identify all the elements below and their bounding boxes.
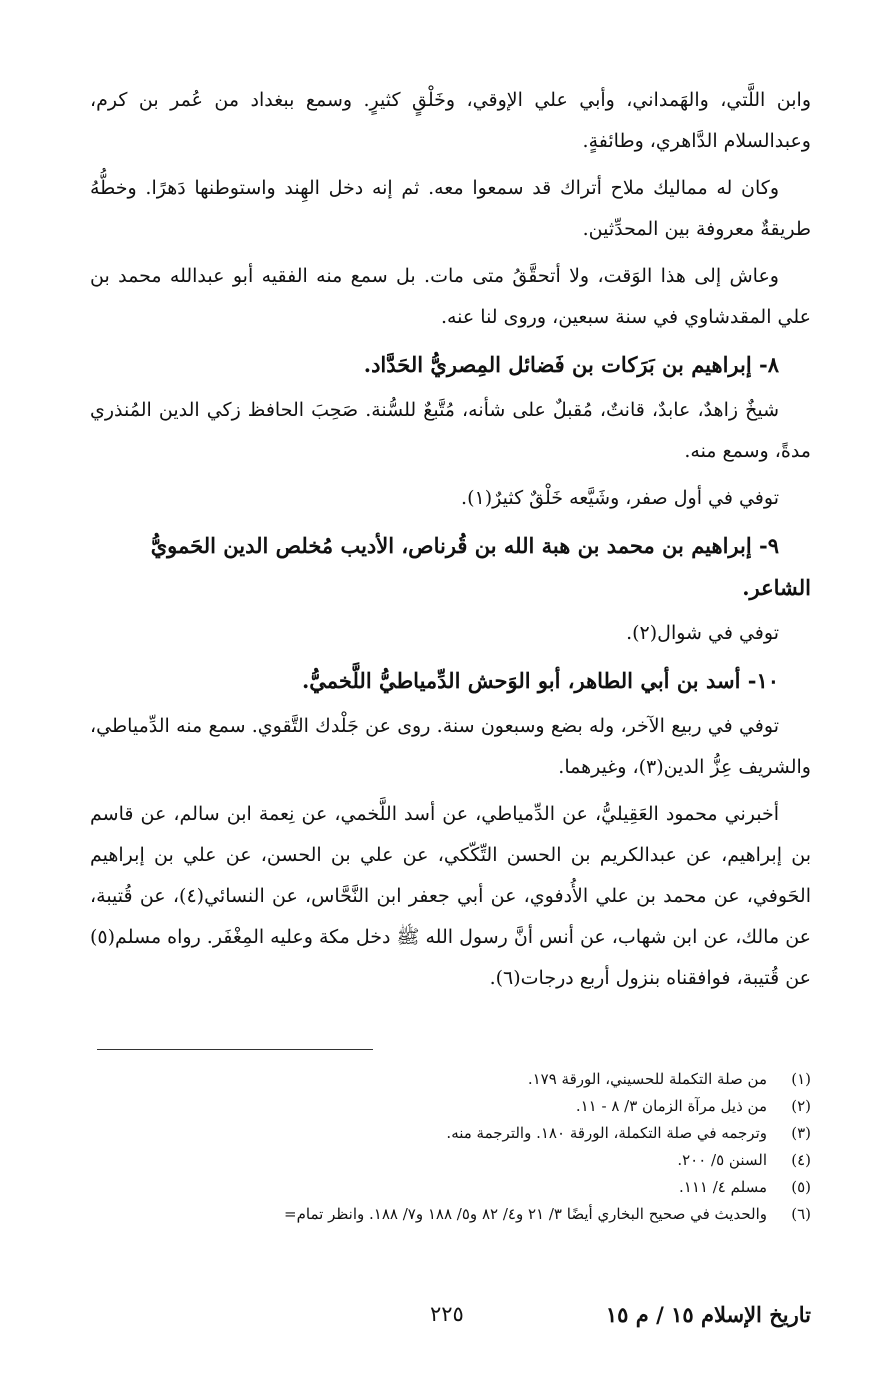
paragraph: أخبرني محمود العَقِيليُّ، عن الدِّمياطي، عن أسد اللَّخمي، عن نِعمة ابن سالم، عن قاسم بن إبراهيم، عن عبدالكريم بن الحسن التِّكّكي، عن علي بن الحسن، عن علي بن إبراهيم الحَوفي، عن محمد بن علي الأُدفوي، عن أبي جعفر ابن النَّحَّاس، عن النسائي(٤)، عن قُتيبة، عن مالك، عن ابن شهاب، عن أنس أنَّ رسول الله ﷺ دخل مكة وعليه المِغْفَر. رواه مسلم(٥) عن قُتيبة، فوافقناه بنزول أربع درجات(٦).: [90, 803, 811, 989]
footnote-number: (٤): [791, 1151, 811, 1169]
footnote: [90, 1066, 811, 1093]
footnote: [90, 1093, 811, 1120]
footnote-number: (٥): [791, 1178, 811, 1196]
paragraph: شيخٌ زاهدٌ، عابدٌ، قانتٌ، مُقبلٌ على شأنه، مُتَّبعٌ للسُّنة. صَحِبَ الحافظ زكي الدين المُنذري مدةً، وسمع منه.: [90, 399, 811, 462]
paragraph: توفي في ربيع الآخر، وله بضع وسبعون سنة. روى عن جَلْدك التَّقوي. سمع منه الدِّمياطي، والشريف عِزُّ الدين(٣)، وغيرهما.: [90, 715, 811, 778]
footnote-text: من ذيل مرآة الزمان ٣/ ٨ - ١١.: [575, 1097, 767, 1115]
main-text: [90, 80, 811, 1005]
paragraph: وابن اللَّتي، والهَمداني، وأبي علي الإوقي، وخَلْقٍ كثيرٍ. وسمع ببغداد من عُمر بن كرم، وعبدالسلام الدَّاهري، وطائفةٍ.: [90, 89, 811, 152]
page-footer: [90, 1302, 811, 1327]
paragraph: توفي في شوال(٢).: [626, 622, 779, 644]
footnote-text: مسلم ٤/ ١١١.: [679, 1178, 767, 1196]
paragraph: توفي في أول صفر، وشَيَّعه خَلْقٌ كثيرٌ(١).: [461, 487, 779, 509]
footnote-text: السنن ٥/ ٢٠٠.: [677, 1151, 767, 1169]
footnote-number: (٢): [791, 1097, 811, 1115]
footnote: [90, 1174, 811, 1201]
paragraph: وكان له مماليك ملاح أتراك قد سمعوا معه. ثم إنه دخل الهِند واستوطنها دَهرًا. وخطُّهُ طريقةٌ معروفة بين المحدِّثين.: [90, 177, 811, 240]
entry-heading: ٨- إبراهيم بن بَرَكات بن فَضائل المِصريُّ الحَدَّاد.: [363, 352, 779, 377]
footnote-number: (٦): [791, 1205, 811, 1223]
footnote-number: (٣): [791, 1124, 811, 1142]
footnote-text: من صلة التكملة للحسيني، الورقة ١٧٩.: [527, 1070, 767, 1088]
footnote: [90, 1201, 811, 1228]
footnote-text: وترجمه في صلة التكملة، الورقة ١٨٠. والترجمة منه.: [446, 1124, 767, 1142]
footnote-divider: [97, 1049, 373, 1050]
footnote-number: (١): [791, 1070, 811, 1088]
footnote: [90, 1120, 811, 1147]
entry-heading: ٩- إبراهيم بن محمد بن هبة الله بن قُرناص، الأديب مُخلص الدين الحَمويُّ الشاعر.: [150, 533, 811, 600]
book-signature: تاريخ الإسلام ١٥ / م ١٥: [605, 1302, 811, 1327]
footnotes: [90, 1066, 811, 1228]
page-number: ٢٢٥: [430, 1302, 464, 1326]
footnote-text: والحديث في صحيح البخاري أيضًا ٣/ ٢١ و٤/ ٨٢ و٥/ ١٨٨ و٧/ ١٨٨. وانظر تمام=: [284, 1205, 767, 1223]
paragraph: وعاش إلى هذا الوَقت، ولا أتحقَّقُ متى مات. بل سمع منه الفقيه أبو عبدالله محمد بن علي المقدشاوي في سنة سبعين، وروى لنا عنه.: [90, 265, 811, 328]
entry-heading: ١٠- أسد بن أبي الطاهر، أبو الوَحش الدِّمياطيُّ اللَّخميُّ.: [301, 668, 779, 693]
footnote: [90, 1147, 811, 1174]
